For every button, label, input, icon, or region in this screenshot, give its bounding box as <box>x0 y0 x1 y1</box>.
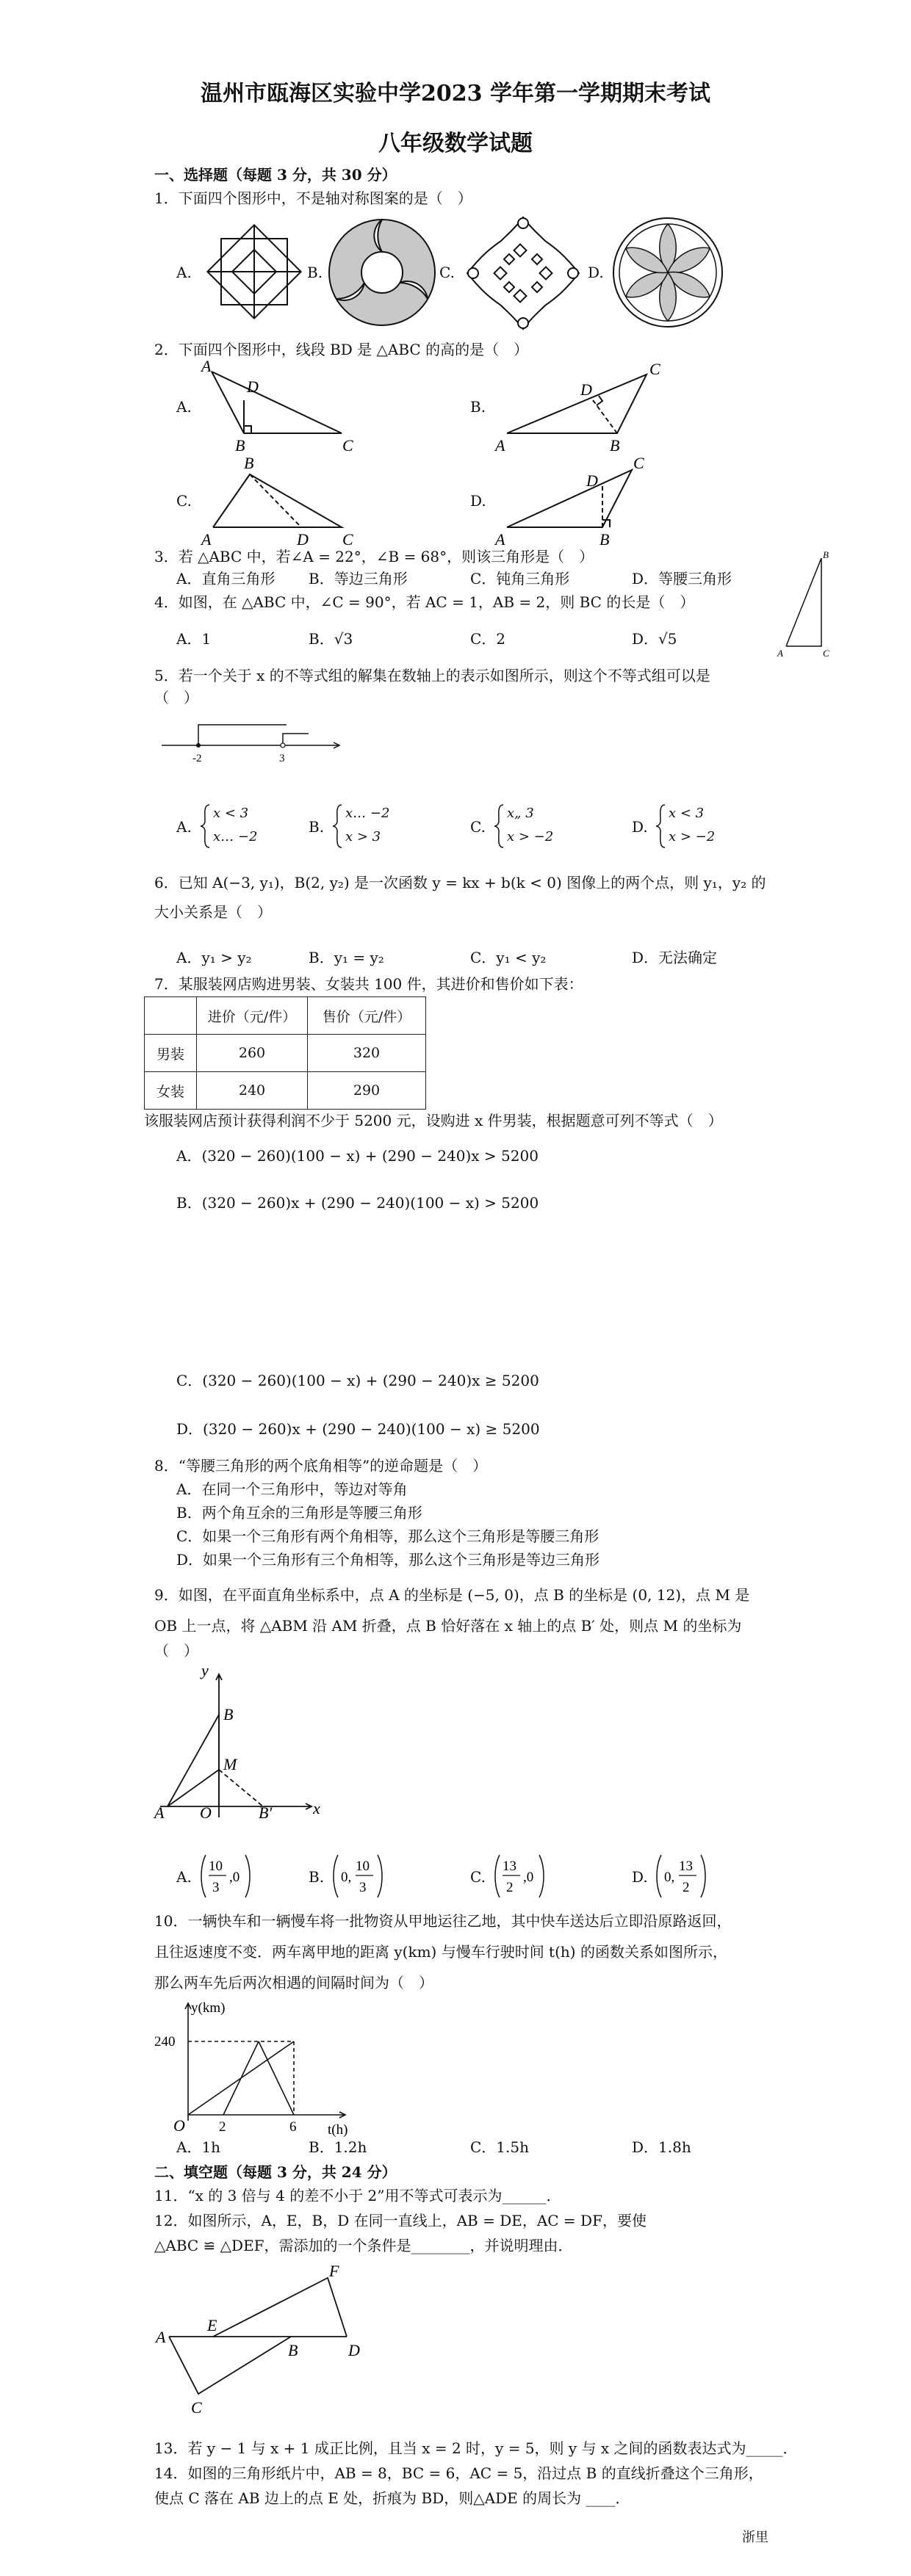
q7-option-c: C．(320 − 260)(100 − x) + (290 − 240)x ≥ 5200 <box>176 1372 539 1389</box>
q5-number-line <box>162 716 345 767</box>
q6-option-b: B．y₁ = y₂ <box>309 949 384 966</box>
svg-text:C: C <box>342 436 353 455</box>
q10-origin: O <box>173 2116 185 2135</box>
q1-stem: 1．下面四个图形中，不是轴对称图案的是（ ） <box>154 189 472 207</box>
svg-text:B: B <box>599 530 610 549</box>
q9-option-a-coord <box>200 1852 259 1900</box>
svg-text:0,: 0, <box>341 1870 352 1885</box>
q10-option-d: D．1.8h <box>632 2138 691 2156</box>
footer-mark: 浙里 <box>742 2530 768 2545</box>
q13-stem: 13．若 y − 1 与 x + 1 成正比例，且当 x = 2 时，y = 5，则 y 与 x 之间的函数表达式为_____． <box>154 2439 798 2457</box>
q8-stem: 8．“等腰三角形的两个底角相等”的逆命题是（ ） <box>154 1457 488 1475</box>
table-cell: 320 <box>308 1035 426 1072</box>
q7-price-table <box>144 996 426 1110</box>
svg-text:C: C <box>823 648 829 659</box>
svg-text:A: A <box>156 2328 166 2346</box>
svg-text:x: x <box>313 1799 320 1817</box>
q5-option-c-label: C. <box>470 818 486 836</box>
q6-option-c: C．y₁ < y₂ <box>470 949 547 966</box>
q3-option-d: D．等腰三角形 <box>632 570 732 587</box>
q9-stem-3: （ ） <box>154 1642 198 1660</box>
q2-stem: 2．下面四个图形中，线段 BD 是 △ABC 的高的是（ ） <box>154 341 529 358</box>
q9-option-c-label: C. <box>470 1868 486 1886</box>
q3-option-c: C．钝角三角形 <box>470 570 570 587</box>
q1-figure-b <box>327 217 437 328</box>
q9-option-a-den: 3 <box>212 1880 220 1895</box>
q9-option-d-coord <box>655 1852 714 1900</box>
svg-text:B: B <box>288 2341 298 2359</box>
q10-stem-2: 且往返速度不变．两车离甲地的距离 y(km) 与慢车行驶时间 t(h) 的函数关系如图所示， <box>154 1943 727 1961</box>
q1-figure-a <box>203 220 306 323</box>
table-header: 售价（元/件） <box>308 997 426 1035</box>
q4-option-c: C．2 <box>470 630 506 648</box>
q10-stem-3: 那么两车先后两次相遇的间隔时间为（ ） <box>154 1974 433 1991</box>
q2-label-a: A. <box>176 398 192 416</box>
q5-tick-3: 3 <box>279 753 285 764</box>
svg-text:A: A <box>201 357 212 375</box>
svg-text:O: O <box>200 1803 212 1822</box>
q1-label-b: B. <box>307 264 323 281</box>
table-cell: 男装 <box>145 1035 197 1072</box>
exam-title: 温州市瓯海区实验中学2023 学年第一学期期末考试 <box>201 81 710 106</box>
svg-text:D: D <box>297 530 309 549</box>
svg-text:E: E <box>207 2316 217 2334</box>
q2-label-c: C. <box>176 492 192 510</box>
table-cell: 女装 <box>145 1072 197 1110</box>
q9-option-c-num: 13 <box>503 1859 516 1874</box>
q10-x2: 2 <box>219 2119 226 2135</box>
q5-option-b-label: B. <box>309 818 325 836</box>
svg-text:C: C <box>342 530 353 549</box>
svg-text:B′: B′ <box>259 1803 273 1822</box>
q11-stem: 11．“x 的 3 倍与 4 的差不小于 2”用不等式可表示为______． <box>154 2187 561 2204</box>
q5-option-a-line1: x < 3 <box>213 806 249 821</box>
q10-xlabel: t(h) <box>328 2122 348 2138</box>
svg-text:,0: ,0 <box>523 1870 534 1885</box>
svg-text:A: A <box>495 530 505 549</box>
q8-option-a: A．在同一个三角形中，等边对等角 <box>176 1480 408 1498</box>
q4-option-d: D．√5 <box>632 630 677 648</box>
table-cell: 260 <box>197 1035 308 1072</box>
q14-stem-2: 使点 C 落在 AB 边上的点 E 处，折痕为 BD，则△ADE 的周长为 ____． <box>154 2489 630 2507</box>
svg-text:D: D <box>586 471 598 490</box>
svg-text:B: B <box>235 436 245 455</box>
table-row <box>145 1072 426 1110</box>
q7-stem-2: 该服装网店预计获得利润不少于 5200 元，设购进 x 件男装，根据题意可列不等式（ ） <box>144 1112 723 1129</box>
q5-option-a-line2: x… −2 <box>213 829 258 844</box>
q9-option-d-num: 13 <box>679 1859 693 1874</box>
q7-option-d: D．(320 − 260)x + (290 − 240)(100 − x) ≥ 5200 <box>176 1420 540 1438</box>
q4-option-a: A．1 <box>176 630 212 648</box>
q10-graph <box>147 1997 360 2137</box>
q1-label-c: C. <box>439 264 455 281</box>
svg-text:y: y <box>201 1661 209 1679</box>
svg-text:C: C <box>649 360 660 378</box>
svg-text:A: A <box>201 530 212 549</box>
q10-option-c: C．1.5h <box>470 2138 529 2156</box>
exam-subtitle: 八年级数学试题 <box>378 131 533 156</box>
q9-option-b-num: 10 <box>356 1859 370 1874</box>
q6-option-d: D．无法确定 <box>632 949 718 966</box>
q1-label-a: A. <box>176 264 192 281</box>
table-row <box>145 997 426 1035</box>
q2-label-b: B. <box>470 398 486 416</box>
q9-option-b-label: B. <box>309 1868 325 1886</box>
q1-figure-c <box>463 213 584 334</box>
q2-figure-a <box>198 357 360 455</box>
q1-figure-d <box>610 214 726 330</box>
q12-figure <box>154 2263 367 2417</box>
q14-stem: 14．如图的三角形纸片中，AB = 8，BC = 6，AC = 5，沿过点 B 的直线折叠这个三角形， <box>154 2464 763 2482</box>
svg-text:D: D <box>247 377 259 396</box>
svg-text:M: M <box>223 1755 237 1773</box>
svg-text:D: D <box>580 380 592 399</box>
q9-option-d-label: D. <box>632 1868 648 1886</box>
q2-figure-d <box>492 448 676 551</box>
q4-option-b: B．√3 <box>309 630 353 648</box>
q5-option-d-label: D. <box>632 818 648 836</box>
q10-option-a: A．1h <box>176 2138 221 2156</box>
q2-figure-c <box>198 454 360 549</box>
table-cell: 290 <box>308 1072 426 1110</box>
q6-option-a: A．y₁ > y₂ <box>176 949 252 966</box>
svg-text:A: A <box>495 436 505 455</box>
svg-text:C: C <box>191 2398 202 2417</box>
svg-text:C: C <box>633 454 644 472</box>
q9-figure <box>153 1661 322 1822</box>
section-heading-fill: 二、填空题（每题 3 分，共 24 分） <box>154 2163 397 2181</box>
q9-option-b-coord <box>332 1852 391 1900</box>
table-cell <box>145 997 197 1035</box>
svg-text:0,: 0, <box>664 1870 675 1885</box>
q5-option-c-line1: x„ 3 <box>507 806 534 821</box>
q5-option-c-line2: x > −2 <box>507 829 554 844</box>
q5-option-a-brace <box>201 803 211 849</box>
q8-option-b: B．两个角互余的三角形是等腰三角形 <box>176 1504 422 1522</box>
q5-option-d-brace <box>656 803 666 849</box>
q12-stem-2: △ABC ≌ △DEF，需添加的一个条件是________，并说明理由． <box>154 2237 573 2254</box>
q10-stem: 10．一辆快车和一辆慢车将一批物资从甲地运往乙地，其中快车送达后立即沿原路返回， <box>154 1912 732 1930</box>
q9-stem-2: OB 上一点，将 △ABM 沿 AM 折叠，点 B 恰好落在 x 轴上的点 B′ 处，则点 M 的坐标为 <box>154 1617 742 1635</box>
table-header: 进价（元/件） <box>197 997 308 1035</box>
svg-text:B: B <box>244 454 254 472</box>
q12-stem: 12．如图所示，A，E，B，D 在同一直线上，AB = DE，AC = DF，要使 <box>154 2212 647 2229</box>
q2-figure-b <box>492 360 676 455</box>
q5-option-b-line2: x > 3 <box>345 829 381 844</box>
section-heading-choice: 一、选择题（每题 3 分，共 30 分） <box>154 166 397 184</box>
q9-option-d-den: 2 <box>683 1880 690 1895</box>
q7-option-b: B．(320 − 260)x + (290 − 240)(100 − x) > 5200 <box>176 1194 539 1212</box>
q2-label-d: D. <box>470 492 486 510</box>
q9-option-b-den: 3 <box>359 1880 367 1895</box>
svg-text:A: A <box>777 648 783 659</box>
q4-figure <box>777 549 836 659</box>
q5-option-c-brace <box>494 803 505 849</box>
q9-option-a-label: A. <box>176 1868 192 1886</box>
q1-label-d: D. <box>588 264 604 281</box>
q5-option-a-label: A. <box>176 818 192 836</box>
q7-stem: 7．某服装网店购进男装、女装共 100 件，其进价和售价如下表： <box>154 975 583 993</box>
q5-stem: 5．若一个关于 x 的不等式组的解集在数轴上的表示如图所示，则这个不等式组可以是 <box>154 667 710 684</box>
q5-option-b-brace <box>333 803 343 849</box>
q5-tick-neg2: -2 <box>192 753 202 764</box>
q5-stem-2: （ ） <box>154 689 198 706</box>
q10-x6: 6 <box>289 2119 297 2135</box>
q5-option-d-line2: x > −2 <box>669 829 716 844</box>
svg-text:,0: ,0 <box>229 1870 240 1885</box>
q5-option-d-line1: x < 3 <box>669 806 705 821</box>
q3-option-b: B．等边三角形 <box>309 570 408 587</box>
q9-stem: 9．如图，在平面直角坐标系中，点 A 的坐标是 (−5, 0)，点 B 的坐标是 (0, 12)，点 M 是 <box>154 1586 750 1604</box>
svg-text:B: B <box>223 1705 234 1723</box>
q6-stem-2: 大小关系是（ ） <box>154 903 272 921</box>
q9-option-c-den: 2 <box>506 1880 514 1895</box>
q9-option-c-coord <box>494 1852 552 1900</box>
q4-stem: 4．如图，在 △ABC 中，∠C = 90°，若 AC = 1，AB = 2，则 BC 的长是（ ） <box>154 593 695 611</box>
q10-y240: 240 <box>154 2034 176 2049</box>
q6-stem: 6．已知 A(−3, y₁)，B(2, y₂) 是一次函数 y = kx + b(k < 0) 图像上的两个点，则 y₁，y₂ 的 <box>154 874 766 891</box>
svg-text:B: B <box>610 436 620 455</box>
svg-text:A: A <box>154 1803 165 1822</box>
q8-option-d: D．如果一个三角形有三个角相等，那么这个三角形是等边三角形 <box>176 1551 600 1569</box>
q7-option-a: A．(320 − 260)(100 − x) + (290 − 240)x > 5200 <box>176 1147 539 1165</box>
q3-option-a: A．直角三角形 <box>176 570 276 587</box>
q9-option-a-num: 10 <box>209 1859 223 1874</box>
svg-text:F: F <box>329 2262 339 2280</box>
q10-option-b: B．1.2h <box>309 2138 367 2156</box>
q10-ylabel: y(km) <box>191 2000 226 2016</box>
q8-option-c: C．如果一个三角形有两个角相等，那么这个三角形是等腰三角形 <box>176 1527 599 1545</box>
svg-text:B: B <box>823 549 829 560</box>
q5-option-b-line1: x… −2 <box>345 806 390 821</box>
table-cell: 240 <box>197 1072 308 1110</box>
svg-text:D: D <box>348 2341 360 2359</box>
q3-stem: 3．若 △ABC 中，若∠A = 22°，∠B = 68°，则该三角形是（ ） <box>154 548 594 565</box>
table-row <box>145 1035 426 1072</box>
